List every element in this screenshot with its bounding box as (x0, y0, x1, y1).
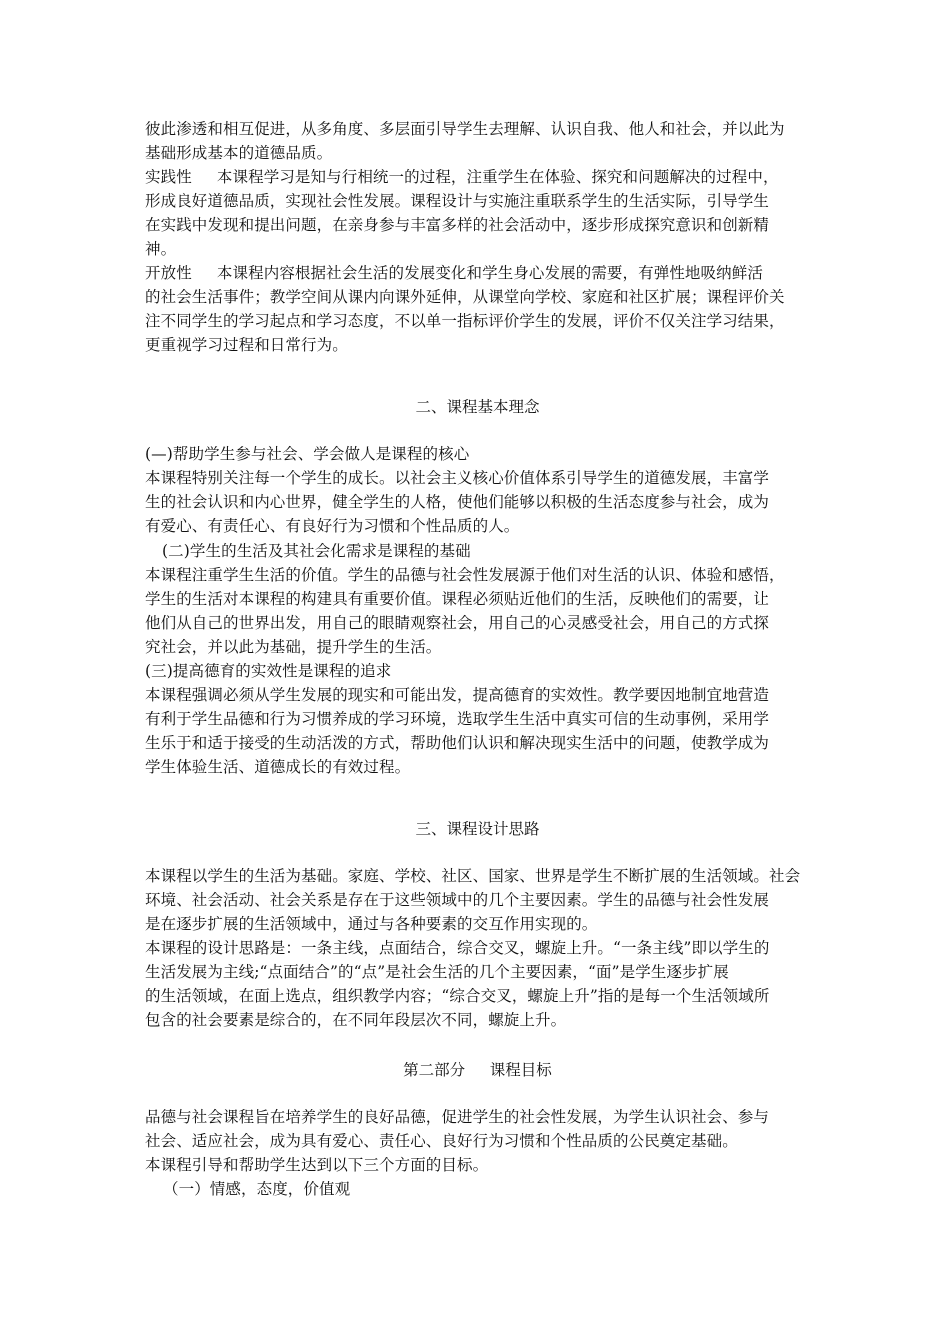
text-line: 有爱心、有责任心、有良好行为习惯和个性品质的人。 (145, 517, 520, 535)
text-line: 本课程特别关注每一个学生的成长。以社会主义核心价值体系引导学生的道德发展，丰富学 (145, 469, 770, 487)
text-line: 品德与社会课程旨在培养学生的良好品德，促进学生的社会性发展，为学生认识社会、参与 (145, 1108, 770, 1126)
section-heading: 三、课程设计思路 (415, 820, 540, 838)
part-heading: 第二部分 课程目标 (403, 1061, 552, 1079)
text-line: 更重视学习过程和日常行为。 (145, 336, 348, 354)
text-line: 本课程注重学生生活的价值。学生的品德与社会性发展源于他们对生活的认识、体验和感悟， (145, 566, 785, 584)
text-line: 开放性 本课程内容根据社会生活的发展变化和学生身心发展的需要，有弹性地吸纳鲜活 (145, 264, 763, 282)
text-line: 学生体验生活、道德成长的有效过程。 (145, 758, 411, 776)
text-line: 本课程以学生的生活为基础。家庭、学校、社区、国家、世界是学生不断扩展的生活领域。社会 (145, 867, 801, 885)
text-line: 包含的社会要素是综合的，在不同年段层次不同，螺旋上升。 (145, 1011, 567, 1029)
text-line: 实践性 本课程学习是知与行相统一的过程，注重学生在体验、探究和问题解决的过程中， (145, 168, 779, 186)
text-line: 注不同学生的学习起点和学习态度，不以单一指标评价学生的发展，评价不仅关注学习结果， (145, 312, 785, 330)
text-line: 在实践中发现和提出问题，在亲身参与丰富多样的社会活动中，逐步形成探究意识和创新精 (145, 216, 770, 234)
text-line: 彼此渗透和相互促进，从多角度、多层面引导学生去理解、认识自我、他人和社会，并以此为 (145, 120, 785, 138)
subsection-heading: (二)学生的生活及其社会化需求是课程的基础 (162, 542, 471, 560)
text-line: 生的社会认识和内心世界，健全学生的人格，使他们能够以积极的生活态度参与社会，成为 (145, 493, 770, 511)
text-line: 是在逐步扩展的生活领域中，通过与各种要素的交互作用实现的。 (145, 915, 598, 933)
text-line: 环境、社会活动、社会关系是存在于这些领域中的几个主要因素。学生的品德与社会性发展 (145, 891, 770, 909)
subsection-heading: （一）情感，态度，价值观 (163, 1180, 351, 1198)
section-heading: 二、课程基本理念 (415, 398, 540, 416)
text-line: 究社会，并以此为基础，提升学生的生活。 (145, 638, 442, 656)
text-line: 形成良好道德品质，实现社会性发展。课程设计与实施注重联系学生的生活实际，引导学生 (145, 192, 770, 210)
text-line: 的社会生活事件；教学空间从课内向课外延伸，从课堂向学校、家庭和社区扩展；课程评价关 (145, 288, 785, 306)
text-line: 有利于学生品德和行为习惯养成的学习环境，选取学生生活中真实可信的生动事例，采用学 (145, 710, 770, 728)
text-line: 本课程的设计思路是：一条主线，点面结合，综合交叉，螺旋上升。“一条主线”即以学生的 (145, 939, 770, 957)
text-line: 生乐于和适于接受的生动活泼的方式，帮助他们认识和解决现实生活中的问题，使教学成为 (145, 734, 770, 752)
text-line: 本课程强调必须从学生发展的现实和可能出发，提高德育的实效性。教学要因地制宜地营造 (145, 686, 770, 704)
text-line: 神。 (145, 240, 177, 258)
subsection-heading: (三)提高德育的实效性是课程的追求 (145, 662, 392, 680)
text-line: 他们从自己的世界出发，用自己的眼睛观察社会，用自己的心灵感受社会，用自己的方式探 (145, 614, 770, 632)
text-line: 学生的生活对本课程的构建具有重要价值。课程必须贴近他们的生活，反映他们的需要，让 (145, 590, 770, 608)
text-line: 生活发展为主线;“点面结合”的“点”是社会生活的几个主要因素，“面”是学生逐步扩展 (145, 963, 729, 981)
text-line: 社会、适应社会，成为具有爱心、责任心、良好行为习惯和个性品质的公民奠定基础。 (145, 1132, 738, 1150)
text-line: 本课程引导和帮助学生达到以下三个方面的目标。 (145, 1156, 489, 1174)
text-line: 基础形成基本的道德品质。 (145, 144, 333, 162)
text-line: 的生活领域，在面上选点，组织教学内容；“综合交叉，螺旋上升”指的是每一个生活领域所 (145, 987, 770, 1005)
subsection-heading: (—)帮助学生参与社会、学会做人是课程的核心 (145, 445, 470, 463)
